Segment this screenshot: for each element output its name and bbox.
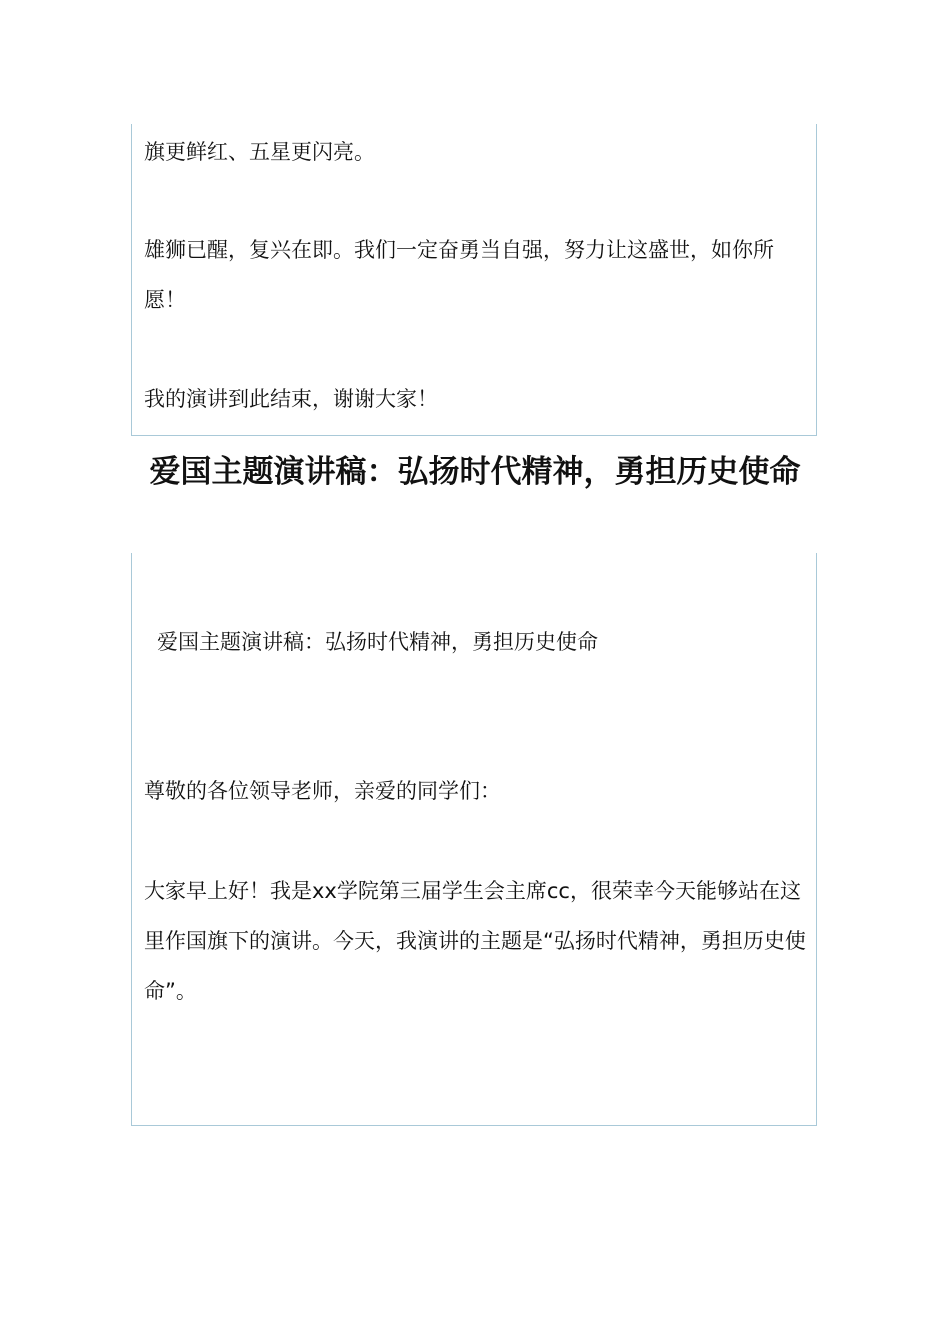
paragraph-closing: 我的演讲到此结束，谢谢大家！ <box>144 387 438 411</box>
paragraph-introduction: 大家早上好！我是xx学院第三届学生会主席cc，很荣幸今天能够站在这里作国旗下的演讲。今天，我演讲的主题是“弘扬时代精神，勇担历史使命”。 <box>144 879 806 1003</box>
text-box-previous-section <box>131 124 817 436</box>
paragraph-speech-heading: 爱国主题演讲稿：弘扬时代精神，勇担历史使命 <box>157 630 598 654</box>
article-title: 爱国主题演讲稿：弘扬时代精神，勇担历史使命 <box>149 454 801 490</box>
paragraph-revival: 雄狮已醒，复兴在即。我们一定奋勇当自强，努力让这盛世，如你所愿！ <box>144 238 774 312</box>
paragraph-greeting: 尊敬的各位领导老师，亲爱的同学们： <box>144 779 501 803</box>
text-box-speech <box>131 553 817 1126</box>
paragraph-flag-line: 旗更鲜红、五星更闪亮。 <box>144 140 375 164</box>
